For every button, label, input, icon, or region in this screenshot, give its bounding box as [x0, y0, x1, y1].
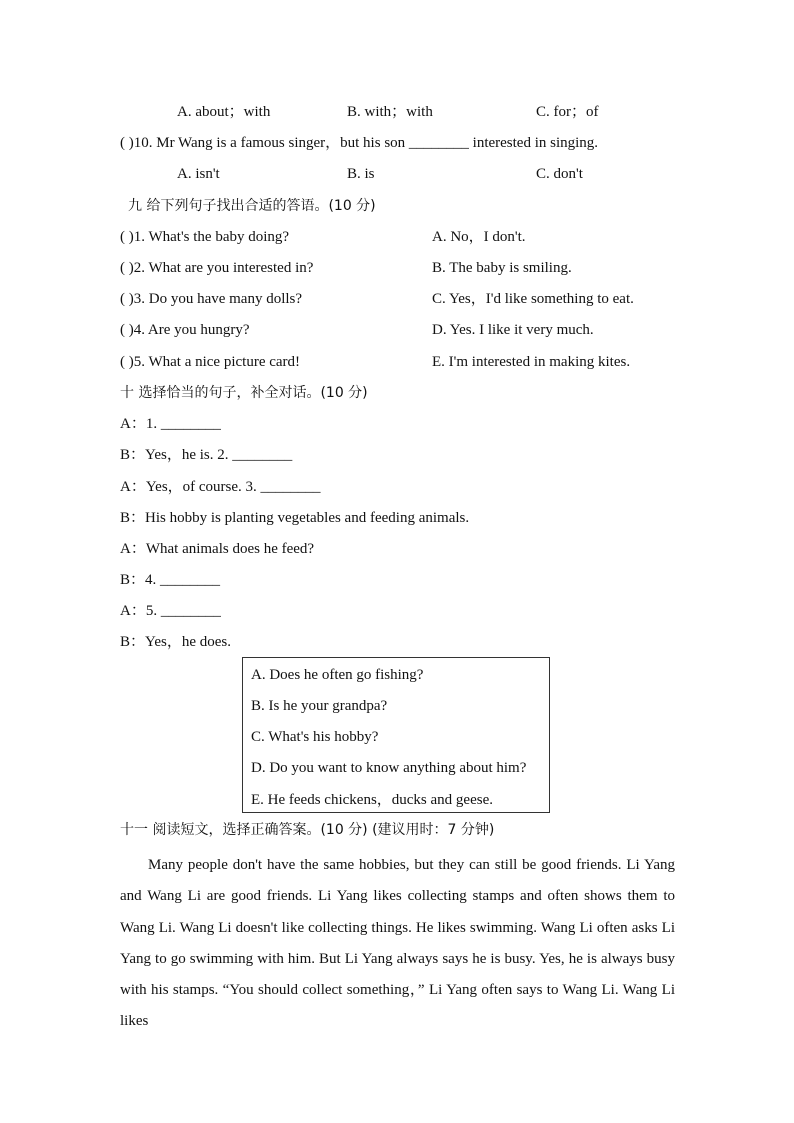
q10-option-b: B. is [347, 166, 375, 182]
dialogue-line: B：Yes，he is. 2. ________ [120, 447, 293, 463]
dialogue-line: B：Yes，he does. [120, 634, 231, 650]
dialogue-line: A：Yes，of course. 3. ________ [120, 479, 321, 495]
section-11-title: 十一 阅读短文，选择正确答案。(10 分) (建议用时：7 分钟) [120, 822, 495, 838]
section-9-title: 九 给下列句子找出合适的答语。(10 分) [128, 198, 376, 214]
dialogue-line: B：His hobby is planting vegetables and feeding animals. [120, 510, 470, 526]
section-10-title: 十 选择恰当的句子，补全对话。(10 分) [120, 385, 368, 401]
s9-answer: E. I'm interested in making kites. [432, 354, 631, 370]
passage-text: Many people don't have the same hobbies, but they can still be good friends. Li Yang and Wang Li are good friends. Li Yang likes collecting stamps and often shows them to Wang Li. Wang Li doesn't like collecting things. He likes swimming. Wang Li often asks Li Yang to go swimming with him. But Li Yang always says he is busy. Yes, he is always busy with his stamps. “You should collect something，” Li Yang often says to Wang Li. Wang Li likes [120, 857, 675, 1030]
q10-option-c: C. don't [536, 166, 583, 182]
box-option: C. What's his hobby? [251, 729, 379, 745]
dialogue-line: A：What animals does he feed? [120, 541, 315, 557]
q9-option-b: B. with；with [347, 104, 433, 120]
s9-answer: C. Yes，I'd like something to eat. [432, 291, 634, 307]
options-box [242, 657, 550, 813]
box-option: D. Do you want to know anything about him? [251, 760, 527, 776]
q10-option-a: A. isn't [177, 166, 220, 182]
q9-option-c: C. for；of [536, 104, 599, 120]
dialogue-line: A：5. ________ [120, 603, 221, 619]
box-option: E. He feeds chickens，ducks and geese. [251, 792, 493, 808]
s9-answer: A. No，I don't. [432, 229, 526, 245]
dialogue-line: A：1. ________ [120, 416, 221, 432]
box-option: A. Does he often go fishing? [251, 667, 424, 683]
box-option: B. Is he your grandpa? [251, 698, 388, 714]
reading-passage [120, 850, 675, 1038]
s9-answer: D. Yes. I like it very much. [432, 322, 594, 338]
s9-answer: B. The baby is smiling. [432, 260, 572, 276]
q9-option-a: A. about；with [177, 104, 271, 120]
dialogue-line: B：4. ________ [120, 572, 221, 588]
s9-question: ( )3. Do you have many dolls? [120, 291, 303, 307]
s9-question: ( )4. Are you hungry? [120, 322, 250, 338]
s9-question: ( )2. What are you interested in? [120, 260, 314, 276]
s9-question: ( )1. What's the baby doing? [120, 229, 290, 245]
question-10: ( )10. Mr Wang is a famous singer，but his son ________ interested in singing. [120, 135, 599, 151]
s9-question: ( )5. What a nice picture card! [120, 354, 301, 370]
